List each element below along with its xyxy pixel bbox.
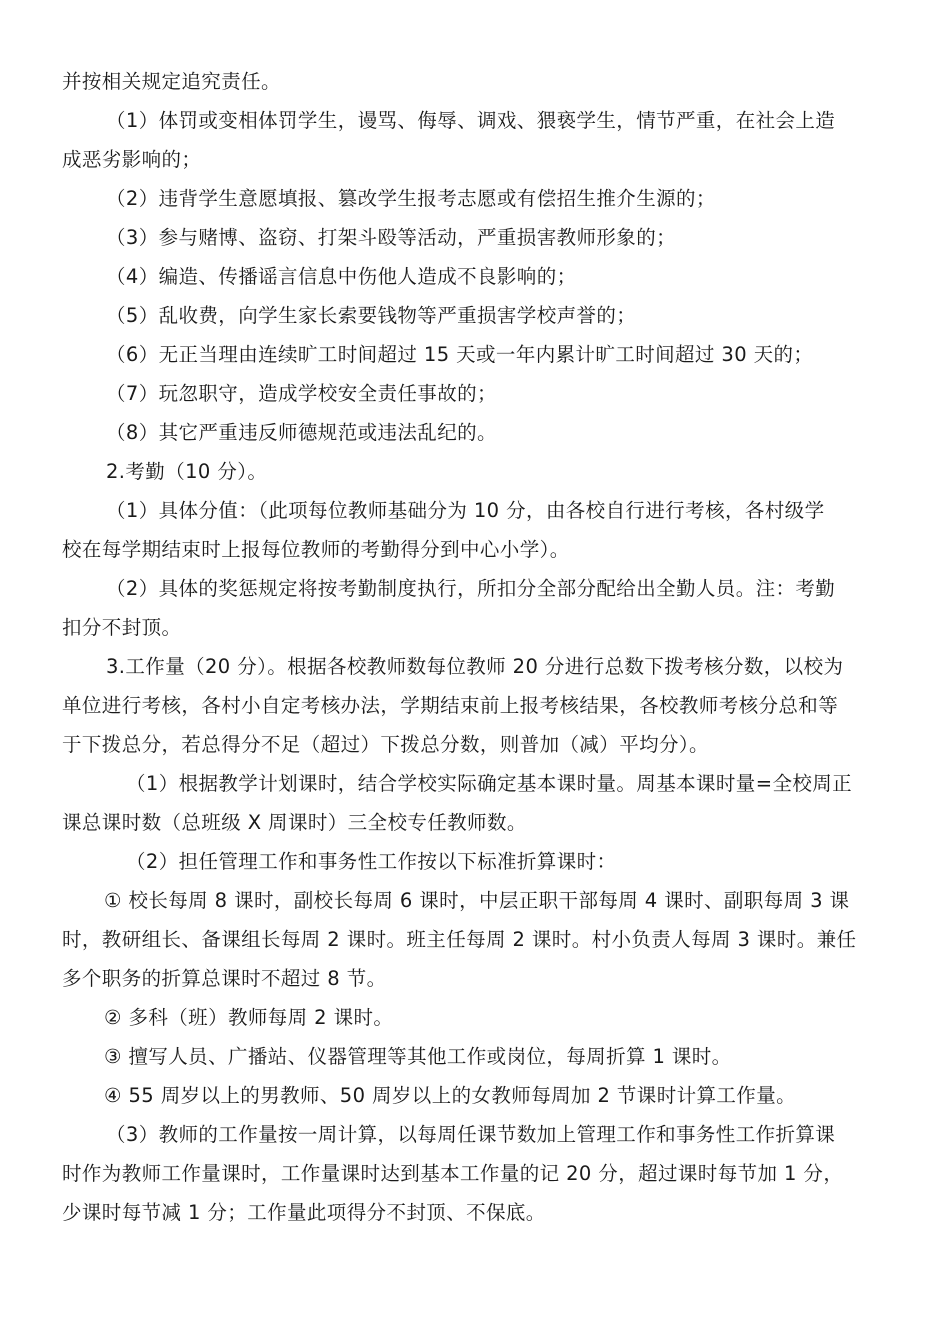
section-heading-workload: 3.工作量（20 分）。根据各校教师数每位教师 20 分进行总数下拨考核分数，以校为 xyxy=(106,655,844,678)
text-line: （5）乱收费，向学生家长索要钱物等严重损害学校声誉的； xyxy=(106,304,637,327)
text-line: （3）教师的工作量按一周计算，以每周任课节数加上管理工作和事务性工作折算课 xyxy=(106,1123,836,1146)
text-line: 成恶劣影响的； xyxy=(62,148,202,171)
text-line: ② 多科（班）教师每周 2 课时。 xyxy=(104,1006,394,1029)
text-line: （1）具体分值：（此项每位教师基础分为 10 分，由各校自行进行考核，各村级学 xyxy=(106,499,825,522)
text-line: （2）具体的奖惩规定将按考勤制度执行，所扣分全部分配给出全勤人员。注：考勤 xyxy=(106,577,836,600)
text-line: 时作为教师工作量课时，工作量课时达到基本工作量的记 20 分，超过课时每节加 1 分， xyxy=(62,1162,844,1185)
text-line: 单位进行考核，各村小自定考核办法，学期结束前上报考核结果，各校教师考核分总和等 xyxy=(62,694,839,717)
text-line: （2）担任管理工作和事务性工作按以下标准折算课时： xyxy=(126,850,617,873)
text-line: ① 校长每周 8 课时，副校长每周 6 课时，中层正职干部每周 4 课时、副职每周 3 课 xyxy=(104,889,850,912)
text-line: （2）违背学生意愿填报、篡改学生报考志愿或有偿招生推介生源的； xyxy=(106,187,716,210)
text-line: （3）参与赌博、盗窃、打架斗殴等活动，严重损害教师形象的； xyxy=(106,226,677,249)
text-line: 并按相关规定追究责任。 xyxy=(62,70,281,93)
text-line: （4）编造、传播谣言信息中伤他人造成不良影响的； xyxy=(106,265,577,288)
text-line: 多个职务的折算总课时不超过 8 节。 xyxy=(62,967,387,990)
text-line: 少课时每节减 1 分；工作量此项得分不封顶、不保底。 xyxy=(62,1201,546,1224)
text-line: （6）无正当理由连续旷工时间超过 15 天或一年内累计旷工时间超过 30 天的； xyxy=(106,343,814,366)
section-heading-attendance: 2.考勤（10 分）。 xyxy=(106,460,268,483)
text-line: 于下拨总分，若总得分不足（超过）下拨总分数，则普加（减）平均分）。 xyxy=(62,733,709,756)
text-line: 扣分不封顶。 xyxy=(62,616,182,639)
text-line: （8）其它严重违反师德规范或违法乱纪的。 xyxy=(106,421,497,444)
document-body xyxy=(62,62,898,1232)
text-line: ④ 55 周岁以上的男教师、50 周岁以上的女教师每周加 2 节课时计算工作量。 xyxy=(104,1084,797,1107)
text-line: （1）根据教学计划课时，结合学校实际确定基本课时量。周基本课时量=全校周正 xyxy=(126,772,853,795)
text-line: 校在每学期结束时上报每位教师的考勤得分到中心小学）。 xyxy=(62,538,570,561)
text-line: ③ 擅写人员、广播站、仪器管理等其他工作或岗位，每周折算 1 课时。 xyxy=(104,1045,732,1068)
text-line: 课总课时数（总班级 X 周课时）三全校专任教师数。 xyxy=(62,811,527,834)
text-line: 时，教研组长、备课组长每周 2 课时。班主任每周 2 课时。村小负责人每周 3 课时。兼任 xyxy=(62,928,857,951)
text-line: （7）玩忽职守，造成学校安全责任事故的； xyxy=(106,382,497,405)
text-line: （1）体罚或变相体罚学生，谩骂、侮辱、调戏、猥亵学生，情节严重，在社会上造 xyxy=(106,109,836,132)
